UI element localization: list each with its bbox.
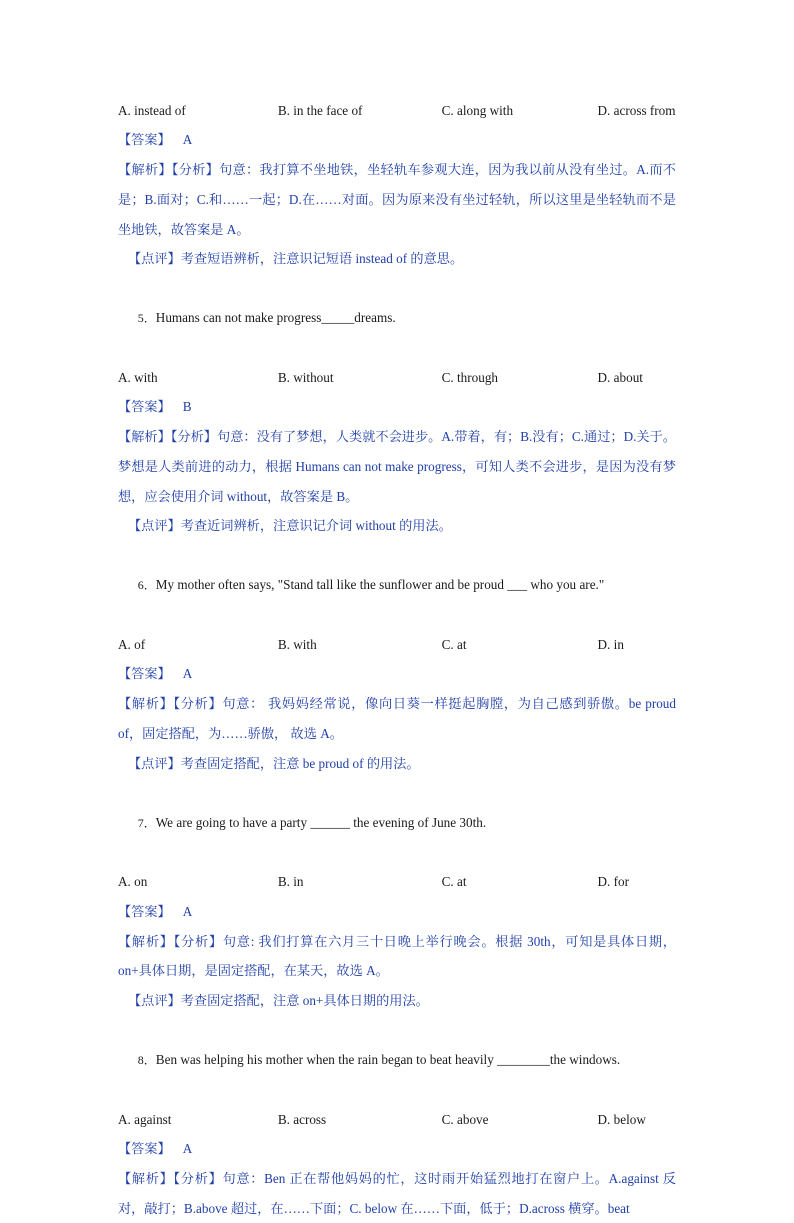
- question-number: 8．: [137, 1053, 156, 1067]
- option-c: C. through: [441, 370, 499, 385]
- option-d: D. in: [597, 637, 624, 652]
- explanation-text: 句意： 我妈妈经常说，像向日葵一样挺起胸膛，为自己感到骄傲。be proud of，固定搭配，为……骄傲， 故选 A。: [118, 696, 676, 741]
- explanation-tag: 【解析】【分析】: [118, 1171, 223, 1187]
- question-stem: [118, 541, 676, 630]
- question-stem: [118, 274, 676, 363]
- options-row: [118, 867, 676, 896]
- explanation-text: 句意：没有了梦想，人类就不会进步。A.带着，有；B.没有；C.通过；D.关于。梦想是人类前进的动力，根据 Humans can not make progress，可知人类不会进步，是因为没有梦想，应会使用介词 without，故答案是 B。: [118, 429, 676, 504]
- explanation-tag: 【解析】【分析】: [118, 933, 223, 949]
- options-row: [118, 630, 676, 659]
- explanation-block: [118, 1164, 676, 1223]
- option-b: B. across: [277, 1111, 327, 1127]
- explanation-text: 句意：Ben 正在帮他妈妈的忙，这时雨开始猛烈地打在窗户上。A.against 反对，敲打；B.above 超过，在……下面；C. below 在……下面，低于；D.across 横穿。beat: [118, 1171, 676, 1216]
- option-c: C. along with: [441, 103, 514, 118]
- answer-tag: 【答案】: [118, 399, 171, 415]
- explanation-tag: 【解析】【分析】: [118, 429, 217, 445]
- comment-tag: 【点评】: [128, 251, 181, 267]
- comment-text: 考查固定搭配，注意 be proud of 的用法。: [180, 755, 420, 771]
- option-a: A. with: [118, 370, 158, 385]
- question-number: 5．: [137, 311, 156, 326]
- explanation-tag: 【解析】【分析】: [118, 696, 223, 712]
- option-d: D. about: [597, 370, 643, 385]
- question-number: 6．: [137, 578, 156, 593]
- option-c: C. at: [441, 874, 467, 890]
- answer-tag: 【答案】: [118, 903, 171, 919]
- answer-value: A: [182, 903, 193, 919]
- answer-row: [118, 392, 676, 422]
- comment-tag: 【点评】: [128, 755, 181, 771]
- comment-block: [118, 749, 676, 779]
- answer-row: [118, 125, 676, 155]
- question-text: Humans can not make progress_____dreams.: [155, 310, 396, 326]
- comment-block: [118, 244, 676, 274]
- option-a: A. of: [118, 637, 146, 652]
- explanation-text: 句意：我打算不坐地铁，坐轻轨车参观大连，因为我以前从没有坐过。A.而不是；B.面对；C.和……一起；D.在……对面。因为原来没有坐过轻轨，所以这里是坐轻轨而不是坐地铁，故答案是 A。: [118, 162, 676, 237]
- answer-tag: 【答案】: [118, 132, 171, 148]
- question-text: My mother often says, "Stand tall like the sunflower and be proud ___ who you are.": [155, 577, 605, 593]
- option-b: B. with: [277, 637, 317, 652]
- option-d: D. for: [597, 874, 630, 890]
- explanation-text: 句意: 我们打算在六月三十日晚上举行晚会。根据 30th，可知是具体日期，on+具体日期，是固定搭配，在某天，故选 A。: [118, 933, 676, 979]
- option-a: A. against: [118, 1111, 172, 1127]
- options-row: [118, 363, 676, 392]
- option-c: C. above: [441, 1111, 489, 1127]
- comment-block: [118, 986, 676, 1016]
- comment-tag: 【点评】: [128, 993, 181, 1008]
- explanation-block: [118, 422, 676, 511]
- question-text: We are going to have a party ______ the evening of June 30th.: [155, 814, 487, 830]
- answer-tag: 【答案】: [118, 1141, 171, 1157]
- answer-value: B: [182, 399, 192, 415]
- answer-value: A: [182, 666, 193, 682]
- answer-value: A: [182, 1141, 193, 1157]
- question-text: Ben was helping his mother when the rain began to beat heavily ________the windows.: [155, 1052, 621, 1067]
- explanation-block: [118, 927, 676, 986]
- question-number: 7．: [137, 815, 156, 830]
- option-a: A. on: [118, 874, 148, 890]
- document-body: [118, 96, 676, 1223]
- explanation-block: [118, 689, 676, 748]
- comment-text: 考查短语辨析，注意识记短语 instead of 的意思。: [180, 251, 464, 267]
- answer-tag: 【答案】: [118, 666, 171, 682]
- answer-row: [118, 1134, 676, 1164]
- explanation-tag: 【解析】【分析】: [118, 162, 220, 178]
- option-d: D. below: [597, 1111, 646, 1127]
- comment-text: 考查固定搭配，注意 on+具体日期的用法。: [180, 993, 429, 1008]
- comment-tag: 【点评】: [128, 518, 181, 534]
- option-b: B. in the face of: [277, 103, 363, 118]
- option-b: B. in: [277, 874, 304, 890]
- option-d: D. across from: [597, 103, 676, 118]
- answer-row: [118, 659, 676, 689]
- option-a: A. instead of: [118, 103, 186, 118]
- comment-block: [118, 511, 676, 541]
- question-stem: [118, 778, 676, 867]
- option-c: C. at: [441, 637, 467, 652]
- comment-text: 考查近词辨析，注意识记介词 without 的用法。: [180, 518, 452, 534]
- answer-value: A: [182, 132, 193, 148]
- options-row: [118, 96, 676, 125]
- explanation-block: [118, 155, 676, 244]
- answer-row: [118, 897, 676, 927]
- question-stem: [118, 1016, 676, 1105]
- option-b: B. without: [277, 370, 334, 385]
- options-row: [118, 1105, 676, 1134]
